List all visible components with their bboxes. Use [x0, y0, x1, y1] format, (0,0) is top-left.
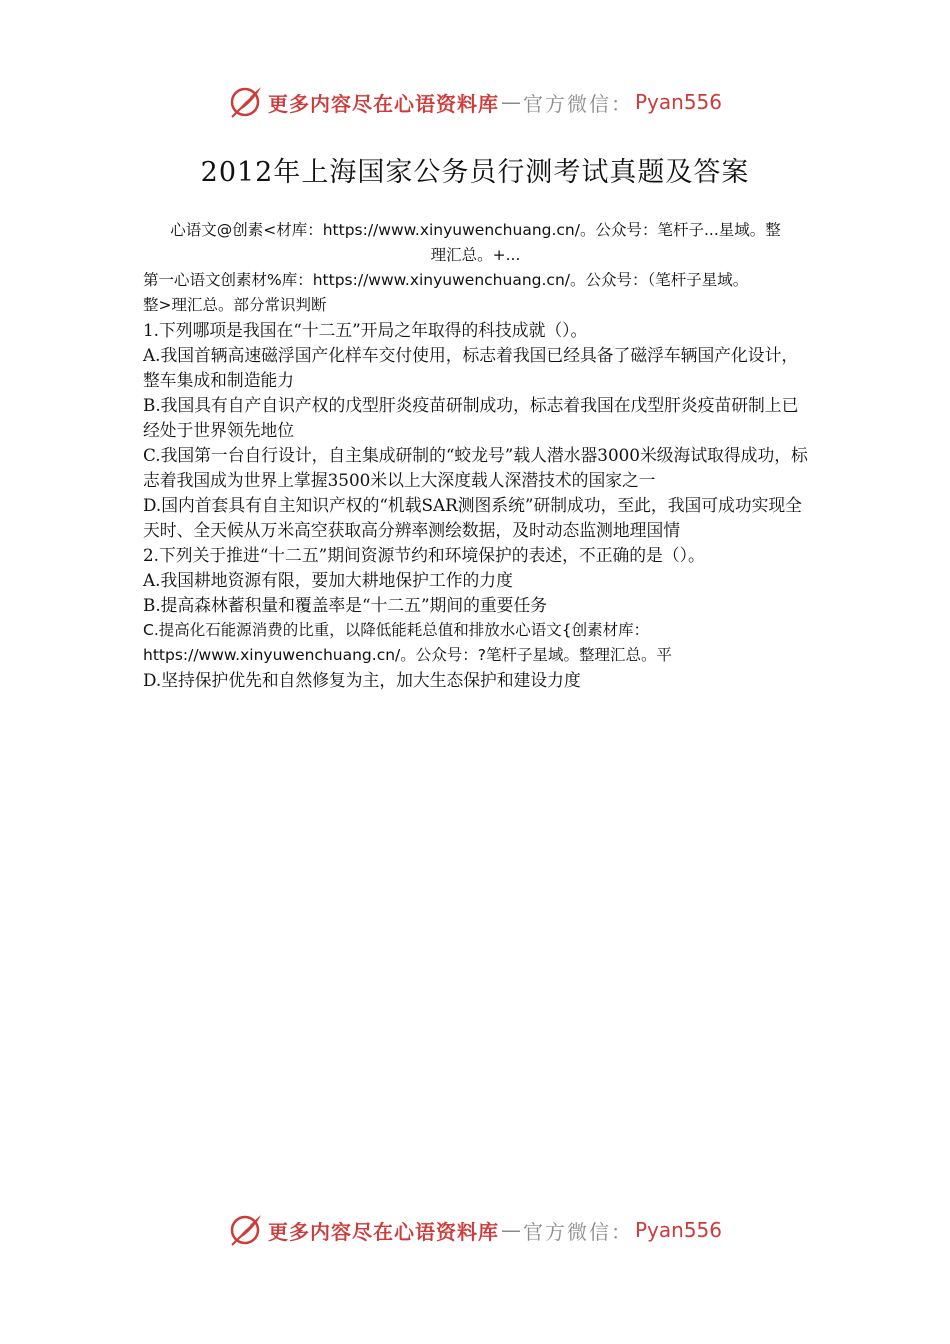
banner-wechat-id: Pyan556: [634, 1218, 722, 1242]
answer-option: A.我国耕地资源有限，要加大耕地保护工作的力度: [143, 570, 513, 590]
answer-option: B.提高森林蓄积量和覆盖率是“十二五”期间的重要任务: [143, 595, 548, 615]
banner-wechat-id: Pyan556: [634, 90, 722, 114]
banner-wechat-label: 官方微信：: [522, 91, 633, 116]
section-heading: 整>理汇总。部分常识判断: [143, 296, 327, 314]
question-stem: 1.下列哪项是我国在“十二五”开局之年取得的科技成就（）。: [143, 320, 588, 340]
answer-option: D.坚持保护优先和自然修复为主，加大生态保护和建设力度: [143, 670, 581, 690]
question-stem: 2.下列关于推进“十二五”期间资源节约和环境保护的表述，不正确的是（）。: [143, 545, 705, 565]
watermark-line: 第一心语文创素材%库：https://www.xinyuwenchuang.cn/。公众号：（笔杆子星域。: [143, 271, 749, 289]
banner-separator: —: [500, 90, 521, 114]
answer-option: A.我国首辆高速磁浮国产化样车交付使用，标志着我国已经具备了磁浮车辆国产化设计，整车集成和制造能力: [143, 345, 799, 390]
banner-wechat-label: 官方微信：: [522, 1219, 633, 1244]
quill-pen-logo-icon: [228, 1212, 264, 1248]
quill-pen-logo-icon: [228, 84, 264, 120]
footer-watermark-banner: [0, 1210, 950, 1250]
answer-option: C.提高化石能源消费的比重，以降低能耗总值和排放水心语文{创素材库：https://www.xinyuwenchuang.cn/。公众号：?笔杆子星域。整理汇总。平: [143, 621, 672, 664]
watermark-line: 心语文@创素<材库：https://www.xinyuwenchuang.cn/。公众号：笔杆子...星域。整: [170, 221, 781, 239]
banner-text: 更多内容尽在心语资料库: [267, 1219, 499, 1244]
banner-separator: —: [500, 1218, 521, 1242]
header-watermark-banner: [0, 82, 950, 122]
document-title: 2012年上海国家公务员行测考试真题及答案: [200, 157, 750, 188]
answer-option: B.我国具有自产自识产权的戊型肝炎疫苗研制成功，标志着我国在戊型肝炎疫苗研制上已经处于世界领先地位: [143, 395, 799, 440]
watermark-line: 理汇总。+...: [430, 246, 521, 264]
answer-option: D.国内首套具有自主知识产权的“机载SAR测图系统”研制成功，至此，我国可成功实现全天时、全天候从万米高空获取高分辨率测绘数据，及时动态监测地理国情: [143, 495, 802, 540]
banner-text: 更多内容尽在心语资料库: [267, 91, 499, 116]
document-body: [143, 218, 808, 693]
answer-option: C.我国第一台自行设计，自主集成研制的“蛟龙号”载人潜水器3000米级海试取得成功，标志着我国成为世界上掌握3500米以上大深度载人深潜技术的国家之一: [143, 445, 808, 490]
